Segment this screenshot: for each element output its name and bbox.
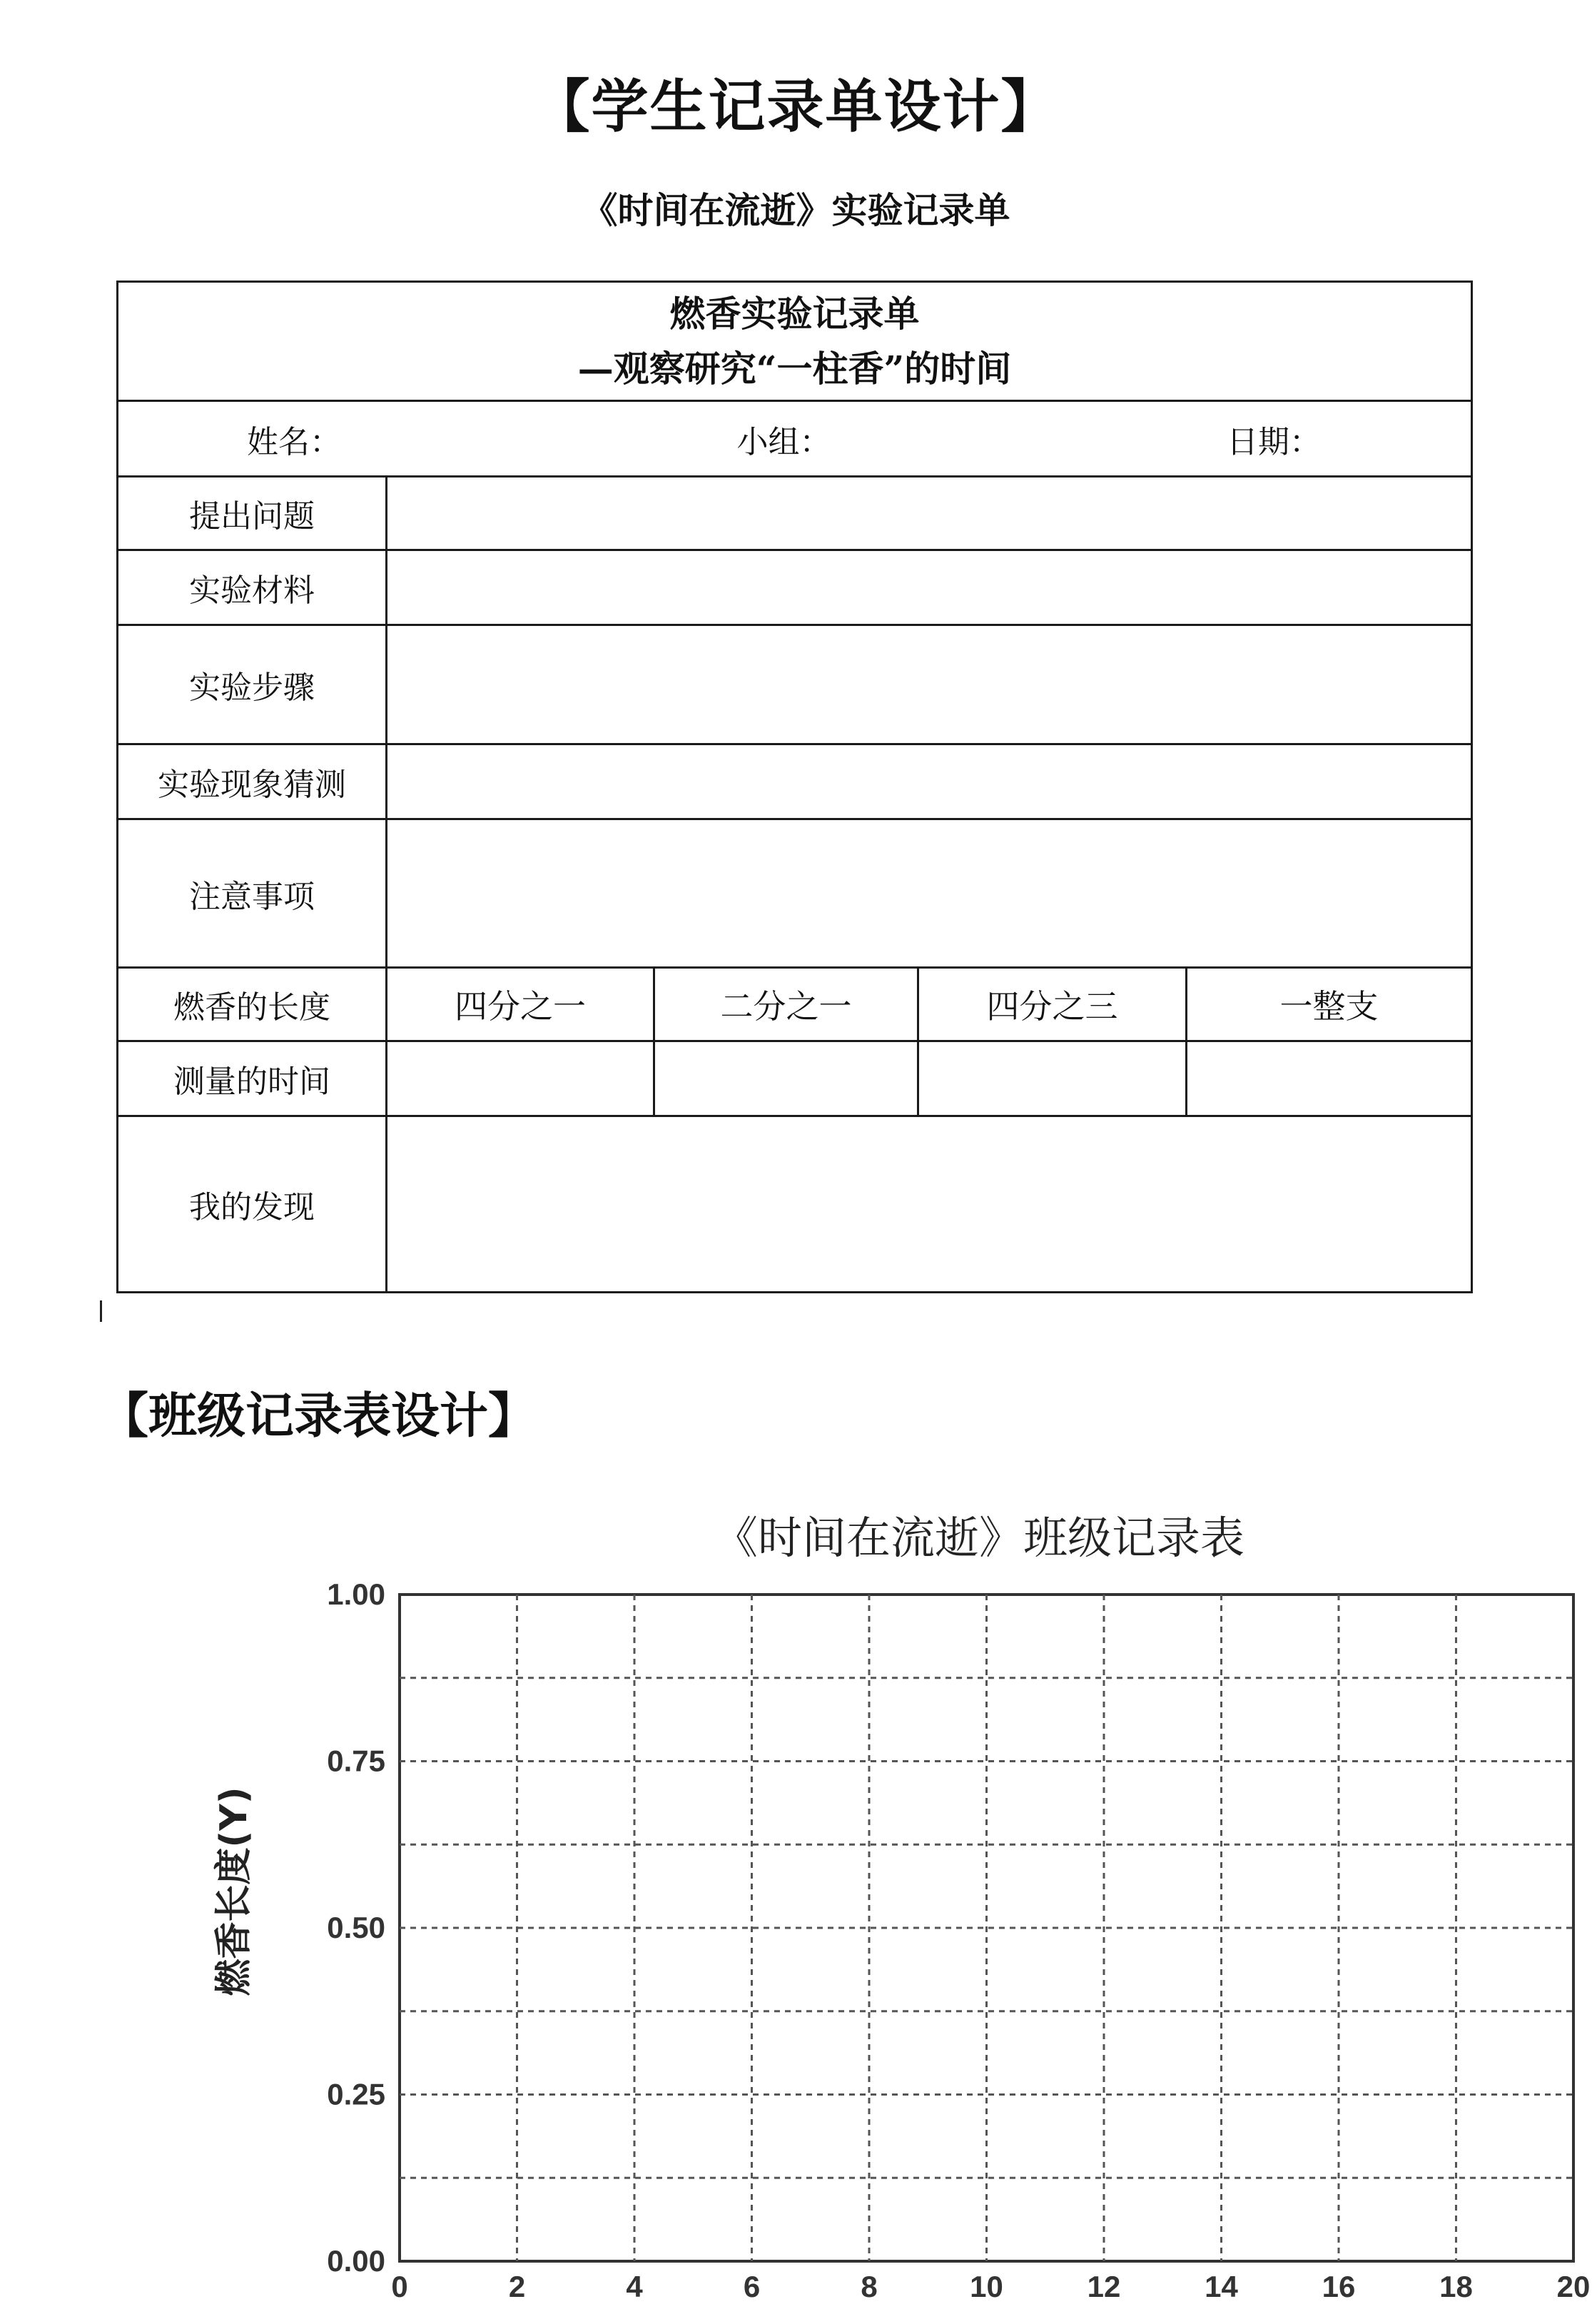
time-label: 测量的时间	[118, 1041, 387, 1116]
group-label: 小组：	[736, 423, 831, 460]
x-tick-label: 14	[1205, 2270, 1238, 2303]
date-label: 日期：	[1227, 423, 1322, 460]
length-quarter: 四分之一	[387, 968, 654, 1041]
x-tick-label: 2	[508, 2270, 526, 2303]
y-tick-label: 0.25	[327, 2077, 385, 2111]
x-tick-label: 0	[391, 2270, 408, 2303]
y-tick-label: 0.00	[327, 2244, 385, 2278]
x-tick-label: 4	[626, 2270, 643, 2303]
chart-title: 《时间在流逝》班级记录表	[714, 1512, 1245, 1564]
x-tick-label: 12	[1087, 2270, 1121, 2303]
x-tick-label: 10	[970, 2270, 1003, 2303]
record-sheet-subtitle: —观察研究“一柱香”的时间	[577, 348, 1012, 390]
length-whole: 一整支	[1187, 968, 1472, 1041]
prediction-label: 实验现象猜测	[118, 744, 387, 819]
length-label: 燃香的长度	[118, 968, 387, 1041]
length-half: 二分之一	[654, 968, 918, 1041]
y-tick-label: 0.75	[327, 1744, 385, 1778]
materials-label: 实验材料	[118, 550, 387, 625]
page-heading: 【学生记录单设计】	[532, 74, 1060, 140]
discovery-label: 我的发现	[118, 1116, 387, 1293]
y-tick-label: 0.50	[327, 1911, 385, 1944]
y-axis-label: 燃香长度(Y)	[213, 1787, 255, 1996]
name-label: 姓名：	[247, 423, 341, 460]
notes-label: 注意事项	[118, 819, 387, 968]
length-three-quarters: 四分之三	[918, 968, 1187, 1041]
x-tick-label: 18	[1439, 2270, 1473, 2303]
question-label: 提出问题	[118, 477, 387, 550]
steps-label: 实验步骤	[118, 625, 387, 744]
record-sheet-title: 燃香实验记录单	[669, 292, 920, 335]
sheet-title: 《时间在流逝》实验记录单	[582, 189, 1010, 231]
x-tick-label: 6	[743, 2270, 761, 2303]
x-tick-label: 16	[1322, 2270, 1356, 2303]
class-heading: 【班级记录表设计】	[100, 1388, 537, 1445]
x-tick-label: 8	[861, 2270, 878, 2303]
x-tick-label: 20	[1556, 2270, 1591, 2303]
y-tick-label: 1.00	[327, 1577, 385, 1611]
